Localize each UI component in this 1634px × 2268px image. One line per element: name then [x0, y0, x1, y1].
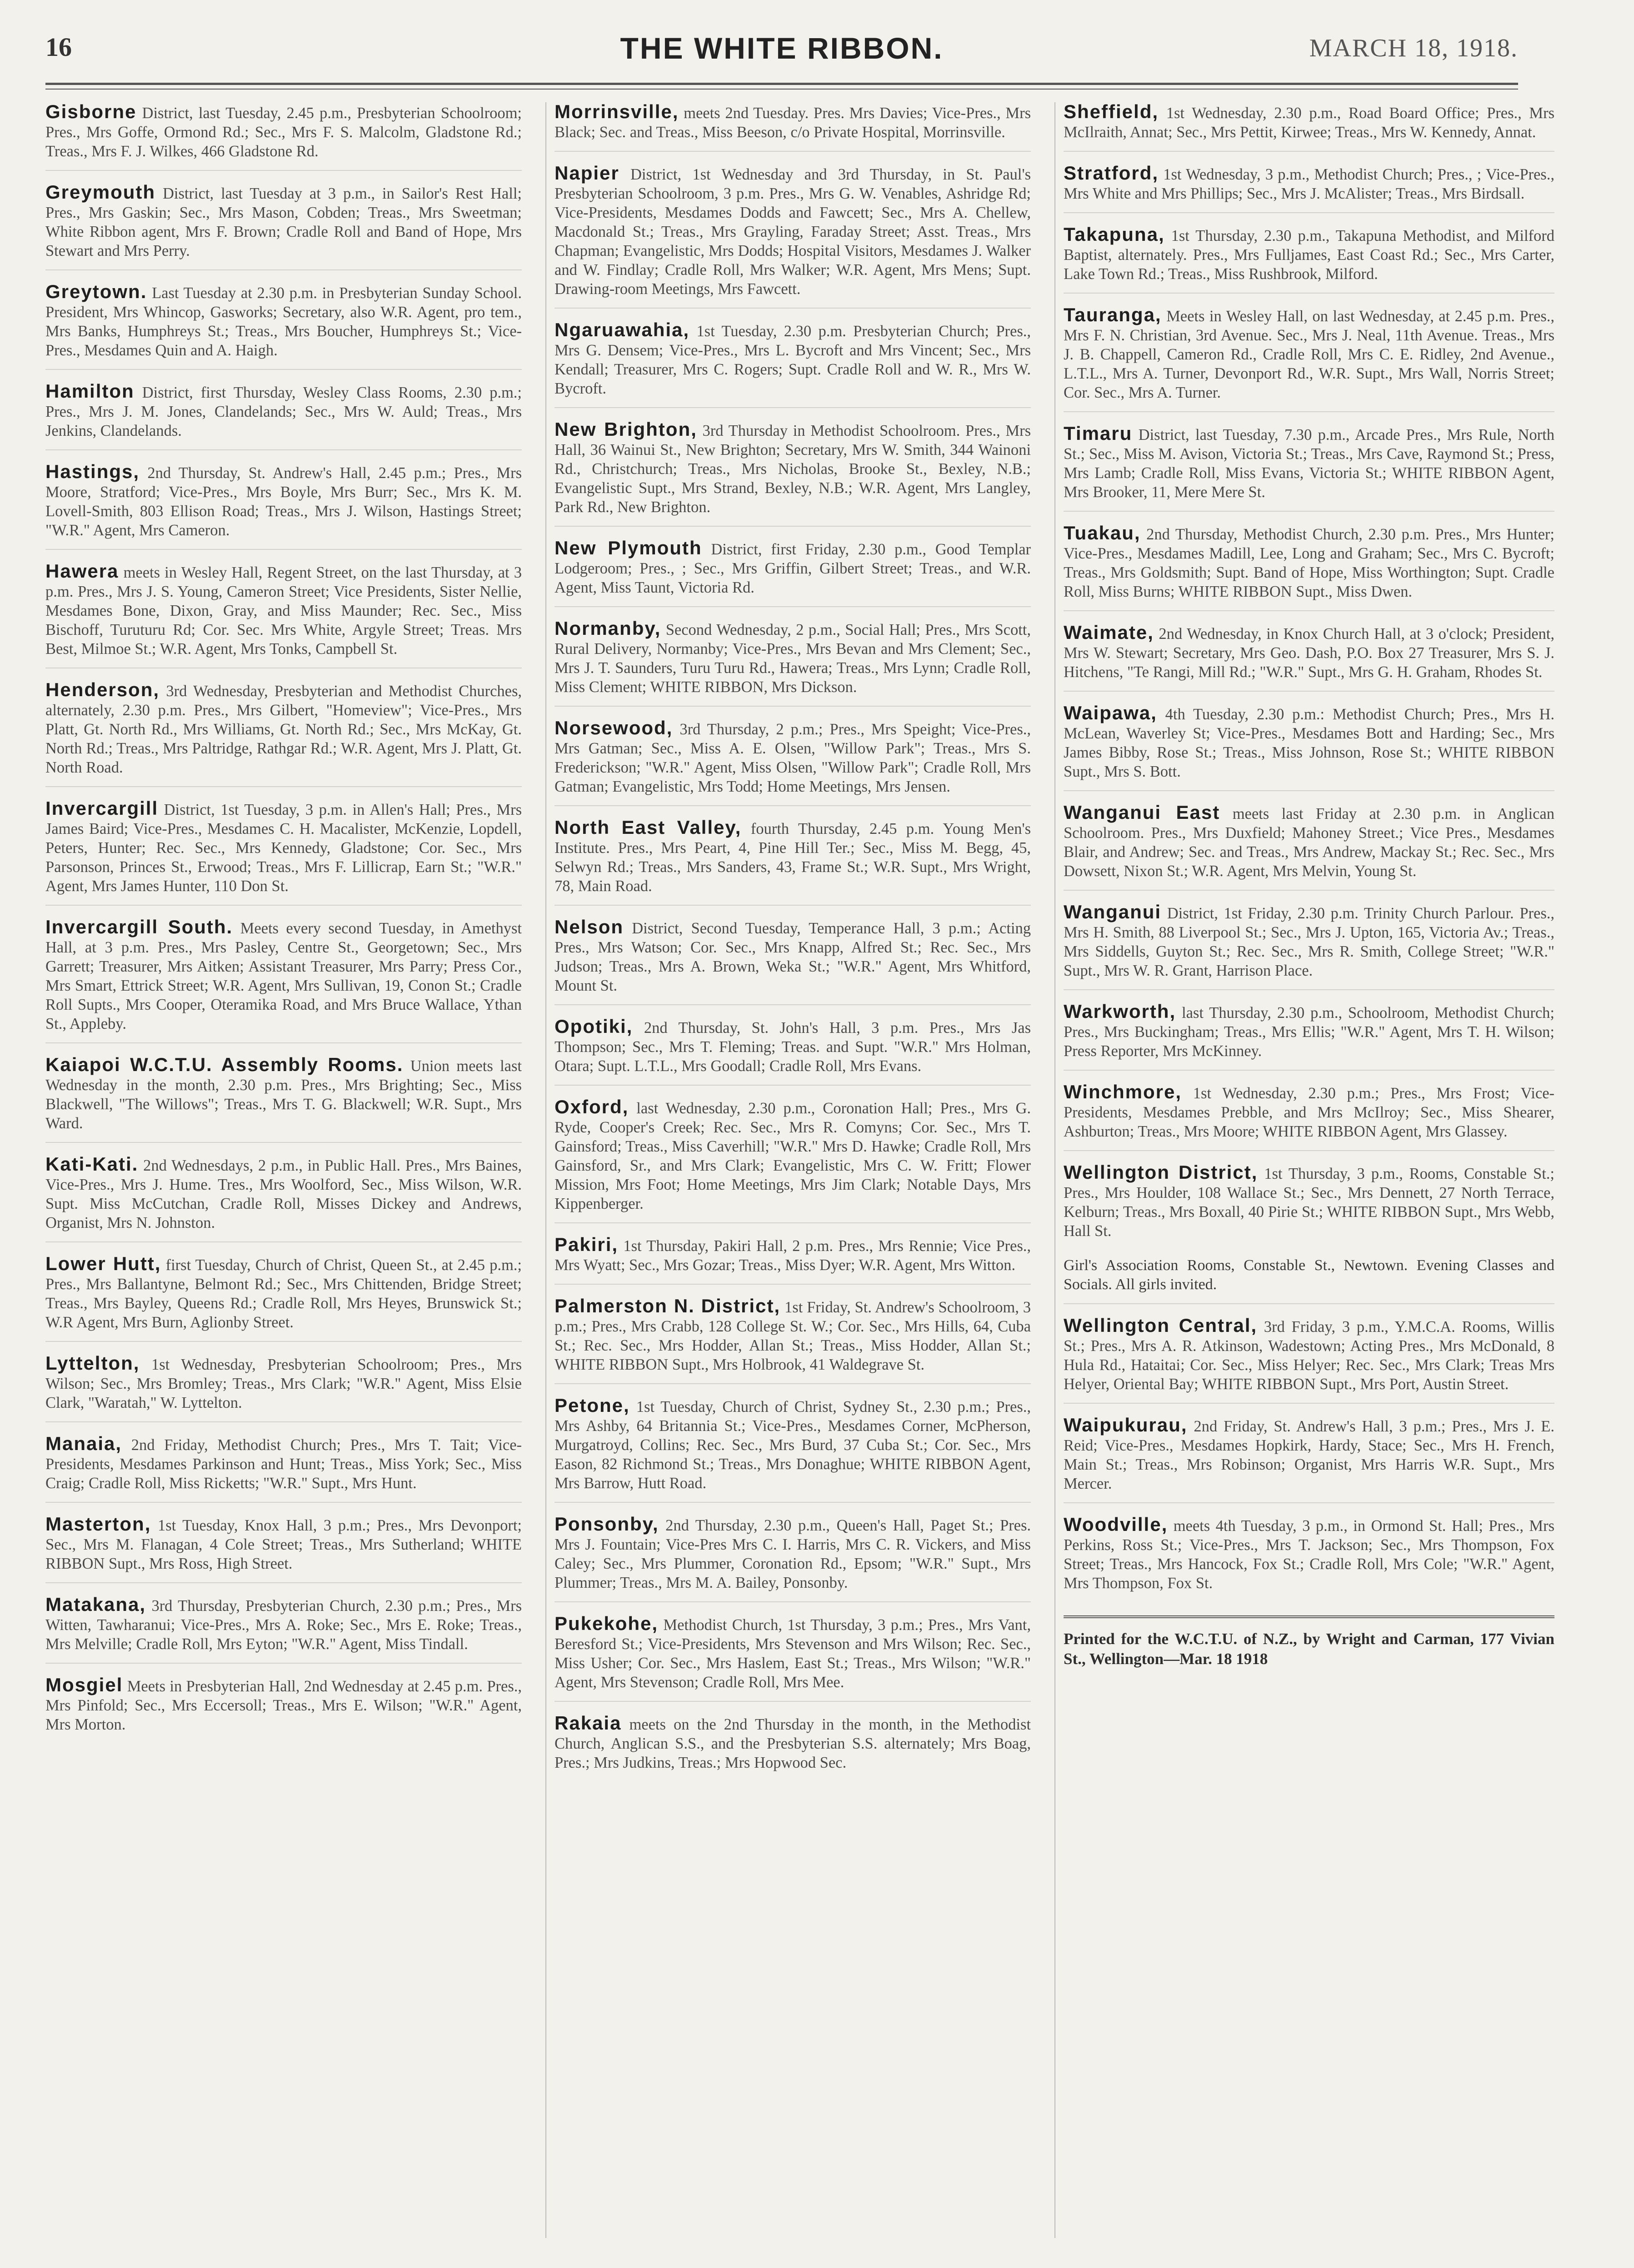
branch-details: 3rd Thursday, 2 p.m.; Pres., Mrs Speight; Vice-Pres., Mrs Gatman; Sec., Miss A. E. Olsen, "Willow Park"; Treas., Mrs S. Frederickson; "W.R." Agent, Miss Olsen, "Willow Park"; Cradle Roll, Mrs Gatman; Evangelistic, Mrs Todd; Home Meetings, Mrs Jensen. — [555, 721, 1031, 795]
branch-name: Waipawa, — [1064, 702, 1157, 723]
branch-entry-stratford — [1064, 164, 1554, 213]
branch-name: Petone, — [555, 1395, 630, 1416]
branch-details: first Tuesday, Church of Christ, Queen St., at 2.45 p.m.; Pres., Mrs Ballantyne, Belmont Rd.; Sec., Mrs Chittenden, Bridge Street; Treas., Mrs Bayley, Queens Rd.; Cradle Roll, Mrs Heyes, Brunswick St.; W.R Agent, Mrs Burn, Aglionby Street. — [45, 1256, 522, 1331]
branch-name: Morrinsville, — [555, 102, 679, 122]
branch-entry-opotiki — [555, 1017, 1031, 1086]
branch-entry-warkworth — [1064, 1002, 1554, 1071]
branch-name: Sheffield, — [1064, 102, 1159, 122]
page-number: 16 — [45, 32, 72, 62]
branch-entry-waipukurau — [1064, 1416, 1554, 1503]
branch-details: Meets every second Tuesday, in Amethyst Hall, at 3 p.m. Pres., Mrs Pasley, Centre St., Georgetown; Sec., Mrs Garrett; Treasurer, Mrs Aitken; Assistant Treasurer, Mrs Parry; Press Cor., Mrs Smart, Ettrick Street; W.R. Agent, Mrs Sullivan, 19, Conon St.; Cradle Roll Supts., Mrs Cooper, Oteramika Road, and Mrs Bruce Wallace, Ythan St., Appleby. — [45, 920, 522, 1032]
branch-details: 1st Wednesday, 3 p.m., Methodist Church; Pres., ; Vice-Pres., Mrs White and Mrs Phillips; Sec., Mrs J. McAlister; Treas., Mrs Birdsall. — [1064, 166, 1554, 202]
branch-details: 1st Tuesday, 2.30 p.m. Presbyterian Church; Pres., Mrs G. Densem; Vice-Pres., Mrs L. Bycroft and Mrs Vincent; Sec., Mrs Kendall; Treasurer, Mrs C. Rogers; Supt. Cradle Roll and W. R., Mrs W. Bycroft. — [555, 323, 1031, 397]
branch-entry-gisborne — [45, 102, 522, 171]
column-3 — [1064, 102, 1554, 2247]
branch-entry-tauranga — [1064, 305, 1554, 412]
branch-details: 2nd Thursday, St. Andrew's Hall, 2.45 p.m.; Pres., Mrs Moore, Stratford; Vice-Pres., Mrs Boyle, Mrs Burr; Sec., Mrs K. M. Lovell-Smith, 803 Ellison Road; Treas., Mrs J. Wilson, Hastings Street; "W.R." Agent, Mrs Cameron. — [45, 464, 522, 539]
branch-name: Greytown. — [45, 281, 147, 302]
branch-entry-wanganui-east — [1064, 803, 1554, 891]
branch-name: Wanganui East — [1064, 802, 1220, 823]
branch-name: Hastings, — [45, 461, 140, 482]
branch-entry-norsewood — [555, 718, 1031, 806]
publication-title: THE WHITE RIBBON. — [620, 31, 944, 65]
branch-details: 3rd Wednesday, Presbyterian and Methodist Churches, alternately, 2.30 p.m. Pres., Mrs Gilbert, "Homeview"; Vice-Pres., Mrs Platt, Gt. North Rd., Mrs Williams, Gt. North Rd.; Sec., Mrs McKay, Gt. North Rd.; Treas., Mrs Paltridge, Rathgar Rd.; W.R. Agent, Mrs J. Platt, Gt. North Road. — [45, 683, 522, 776]
branch-entry-palmerston-n-district — [555, 1296, 1031, 1384]
branch-name: Nelson — [555, 916, 624, 937]
branch-name: Warkworth, — [1064, 1001, 1176, 1022]
branch-entry-north-east-valley — [555, 818, 1031, 906]
branch-entry-tuakau — [1064, 523, 1554, 611]
branch-name: Hamilton — [45, 380, 135, 402]
branch-entry-invercargill — [45, 799, 522, 906]
branch-entry-wellington-district — [1064, 1163, 1554, 1250]
branch-name: Wellington Central, — [1064, 1315, 1258, 1336]
branch-entry-kati-kati — [45, 1155, 522, 1242]
branch-entry-rakaia — [555, 1714, 1031, 1781]
branch-details: fourth Thursday, 2.45 p.m. Young Men's Institute. Pres., Mrs Peart, 4, Pine Hill Ter.; Sec., Miss M. Begg, 45, Selwyn Rd.; Treas., Mrs Sanders, 43, Frame St.; W.R. Supt., Mrs Wright, 78, Main Road. — [555, 820, 1031, 895]
printer-imprint: Printed for the W.C.T.U. of N.Z., by Wright and Carman, 177 Vivian St., Wellington—Mar. 18 1918 — [1064, 1615, 1554, 1669]
branch-entry-masterton — [45, 1515, 522, 1583]
branch-name: New Plymouth — [555, 537, 702, 558]
branch-details: 2nd Friday, St. Andrew's Hall, 3 p.m.; Pres., Mrs J. E. Reid; Vice-Pres., Mesdames Hopkirk, Hardy, Stace; Sec., Mrs H. French, Main St.; Treas., Mrs Robinson; Organist, Mrs Harris W.R. Supt., Mrs Mercer. — [1064, 1418, 1554, 1492]
column-3-entries — [1064, 102, 1554, 1602]
branch-details: 2nd Wednesdays, 2 p.m., in Public Hall. Pres., Mrs Baines, Vice-Pres., Mrs J. Hume. Tres., Mrs Woolford, Sec., Miss Wilson, W.R. Supt. Miss McCutchan, Cradle Roll, Misses Dickey and Andrews, Organist, Mrs N. Johnston. — [45, 1157, 522, 1231]
branch-details: last Thursday, 2.30 p.m., Schoolroom, Methodist Church; Pres., Mrs Buckingham; Treas., Mrs Ellis; "W.R." Agent, Mrs T. H. Wilson; Press Reporter, Mrs McKinney. — [1064, 1004, 1554, 1060]
branch-entry-normanby — [555, 619, 1031, 707]
branch-name: Masterton, — [45, 1513, 151, 1535]
branch-entry-ngaruawahia — [555, 320, 1031, 408]
branch-entry-ponsonby — [555, 1515, 1031, 1602]
branch-name: North East Valley, — [555, 817, 742, 838]
branch-name: New Brighton, — [555, 419, 697, 440]
branch-name: Mosgiel — [45, 1674, 123, 1695]
header-rule — [45, 83, 1518, 85]
branch-entry-waipawa — [1064, 703, 1554, 791]
branch-details: District, 1st Friday, 2.30 p.m. Trinity Church Parlour. Pres., Mrs H. Smith, 88 Liverpool St.; Sec., Mrs J. Upton, 165, Victoria Av.; Treas., Mrs Siddells, Guyton St.; Rec. Sec., Mrs R. Smith, College Street; "W.R." Supt., Mrs W. R. Grant, Harrison Place. — [1064, 905, 1554, 979]
branch-name: Kati-Kati. — [45, 1153, 139, 1175]
branch-entry-waimate — [1064, 623, 1554, 692]
branch-details: 1st Wednesday, 2.30 p.m.; Pres., Mrs Frost; Vice-Presidents, Mesdames Prebble, and Mrs McIlroy; Sec., Miss Shearer, Ashburton; Treas., Mrs Moore; WHITE RIBBON Agent, Mrs Glassey. — [1064, 1085, 1554, 1140]
branch-entry-oxford — [555, 1097, 1031, 1223]
branch-details: 1st Thursday, Pakiri Hall, 2 p.m. Pres., Mrs Rennie; Vice Pres., Mrs Wyatt; Sec., Mrs Gozar; Treas., Miss Dyer; W.R. Agent, Mrs Witton. — [555, 1237, 1031, 1274]
branch-name: Pakiri, — [555, 1234, 619, 1255]
branch-name: Napier — [555, 162, 620, 184]
branch-details: 2nd Friday, Methodist Church; Pres., Mrs T. Tait; Vice-Presidents, Mesdames Parkinson and Hunt; Treas., Miss York; Sec., Miss Craig; Cradle Roll, Miss Ricketts; "W.R." Supt., Mrs Hunt. — [45, 1436, 522, 1492]
branch-entry-new-brighton — [555, 420, 1031, 527]
branch-name: Hawera — [45, 560, 119, 582]
branch-name: Norsewood, — [555, 717, 673, 738]
branch-entry-lyttelton — [45, 1354, 522, 1422]
branch-details: 1st Wednesday, 2.30 p.m., Road Board Office; Pres., Mrs McIlraith, Annat; Sec., Mrs Pettit, Kirwee; Treas., Mrs W. Kennedy, Annat. — [1064, 105, 1554, 141]
branch-name: Woodville, — [1064, 1514, 1168, 1535]
branch-entry-nelson — [555, 917, 1031, 1005]
branch-name: Opotiki, — [555, 1016, 633, 1037]
branch-details: last Wednesday, 2.30 p.m., Coronation Hall; Pres., Mrs G. Ryde, Cooper's Creek; Rec. Sec., Mrs R. Comyns; Cor. Sec., Mrs T. Gainsford; Treas., Miss Caverhill; "W.R." Mrs D. Hawke; Cradle Roll, Mrs Gainsford, Sr., and Mrs Clark; Evangelistic, Mrs C. W. Fritt; Flower Mission, Mrs Foot; Home Meetings, Mrs Jim Clark; Notable Days, Mrs Kippenberger. — [555, 1100, 1031, 1212]
branch-details: District, last Tuesday, 2.45 p.m., Presbyterian Schoolroom; Pres., Mrs Goffe, Ormond Rd.; Sec., Mrs F. S. Malcolm, Gladstone Rd.; Treas., Mrs F. J. Wilkes, 466 Gladstone Rd. — [45, 105, 522, 160]
branch-entry-sheffield — [1064, 102, 1554, 152]
branch-entry-hastings — [45, 462, 522, 550]
branch-entry-henderson — [45, 680, 522, 787]
branch-name: Tauranga, — [1064, 304, 1162, 325]
branch-note: Girl's Association Rooms, Constable St., Newtown. Evening Classes and Socials. All girls invited. — [1064, 1256, 1554, 1304]
branch-name: Wanganui — [1064, 901, 1162, 922]
branch-entry-pukekohe — [555, 1614, 1031, 1702]
branch-entry-takapuna — [1064, 225, 1554, 294]
branch-name: Matakana, — [45, 1594, 146, 1615]
branch-entry-pakiri — [555, 1235, 1031, 1285]
branch-entry-timaru — [1064, 424, 1554, 512]
branch-name: Ngaruawahia, — [555, 319, 690, 340]
branch-details: meets in Wesley Hall, Regent Street, on the last Thursday, at 3 p.m. Pres., Mrs J. S. Young, Cameron Street; Vice Presidents, Sister Nellie, Mesdames Bone, Dixon, Gray, and Miss Maunder; Rec. Sec., Miss Bischoff, Turuturu Rd; Cor. Sec. Mrs White, Argyle Street; Treas. Mrs Best, Milmoe St.; W.R. Agent, Mrs Tonks, Campbell St. — [45, 564, 522, 658]
branch-name: Invercargill — [45, 798, 159, 819]
branch-name: Wellington District, — [1064, 1161, 1258, 1183]
branch-name: Waipukurau, — [1064, 1414, 1188, 1436]
branch-details: meets last Friday at 2.30 p.m. in Anglican Schoolroom. Pres., Mrs Duxfield; Mahoney Street.; Vice Pres., Mesdames Blair, and Andrew; Sec. and Treas., Mrs Andrew, Mackay St.; Rec. Sec., Mrs Dowsett, Nixon St.; W.R. Agent, Mrs Melvin, Young St. — [1064, 805, 1554, 880]
branch-name: Tuakau, — [1064, 522, 1141, 543]
branch-details: District, 1st Tuesday, 3 p.m. in Allen's Hall; Pres., Mrs James Baird; Vice-Pres., Mesdames C. H. Macalister, McKenzie, Lopdell, Peters, Hunter; Rec. Sec., Mrs Kennedy, Gladstone; Cor. Sec., Mrs Parsonson, Princes St., Erwood; Treas., Mrs F. Lillicrap, Earn St.; "W.R." Agent, Mrs James Hunter, 110 Don St. — [45, 801, 522, 895]
branch-entry-woodville — [1064, 1515, 1554, 1602]
branch-details: District, last Tuesday at 3 p.m., in Sailor's Rest Hall; Pres., Mrs Gaskin; Sec., Mrs Mason, Cobden; Treas., Mrs Sweetman; White Ribbon agent, Mrs F. Brown; Cradle Roll and Band of Hope, Mrs Stewart and Mrs Perry. — [45, 185, 522, 259]
branch-details: 1st Tuesday, Church of Christ, Sydney St., 2.30 p.m.; Pres., Mrs Ashby, 64 Britannia St.; Vice-Pres., Mesdames Corner, McPherson, Murgatroyd, Collins; Rec. Sec., Mrs Burd, 37 Cuba St.; Cor. Sec., Mrs Eason, 82 Richmond St.; Treas., Mrs Donaghue; WHITE RIBBON Agent, Mrs Barrow, Hutt Road. — [555, 1398, 1031, 1492]
branch-details: 4th Tuesday, 2.30 p.m.: Methodist Church; Pres., Mrs H. McLean, Waverley St; Vice-Pres., Mesdames Bott and Harding; Sec., Mrs James Bibby, Rose St.; Treas., Miss Johnson, Rose St.; WHITE RIBBON Supt., Mrs S. Bott. — [1064, 706, 1554, 780]
branch-details: Methodist Church, 1st Thursday, 3 p.m.; Pres., Mrs Vant, Beresford St.; Vice-Presidents, Mrs Stevenson and Mrs Wilson; Rec. Sec., Miss Usher; Cor. Sec., Mrs Haslem, East St.; Treas., Mrs Wilson; "W.R." Agent, Mrs Stevenson; Cradle Roll, Mrs Mee. — [555, 1616, 1031, 1691]
branch-details: District, last Tuesday, 7.30 p.m., Arcade Pres., Mrs Rule, North St.; Sec., Miss M. Avison, Victoria St.; Treas., Mrs Cave, Raymond St.; Press, Mrs Lamb; Cradle Roll, Miss Evans, Victoria St.; WHITE RIBBON Agent, Mrs Brooker, 11, Mere Mere St. — [1064, 426, 1554, 501]
branch-entry-manaia — [45, 1434, 522, 1503]
page-header — [45, 32, 1518, 73]
branch-name: Oxford, — [555, 1096, 629, 1117]
branch-details: Meets in Wesley Hall, on last Wednesday, at 2.45 p.m. Pres., Mrs F. N. Christian, 3rd Avenue. Sec., Mrs J. Neal, 11th Avenue. Treas., Mrs J. B. Chappell, Cameron Rd., Cradle Roll, Mrs C. E. Ridley, 2nd Avenue., L.T.L., Mrs A. Turner, Devonport Rd., W.R. Supt., Mrs Wall, Norris Street; Cor. Sec., Mrs A. Turner. — [1064, 308, 1554, 401]
branch-name: Waimate, — [1064, 622, 1154, 643]
branch-name: Henderson, — [45, 679, 160, 700]
branch-details: 1st Thursday, 2.30 p.m., Takapuna Methodist, and Milford Baptist, alternately. Pres., Mrs Fulljames, East Coast Rd.; Sec., Mrs Carter, Lake Town Rd.; Treas., Miss Rushbrook, Milford. — [1064, 227, 1554, 283]
branch-details: 2nd Thursday, 2.30 p.m., Queen's Hall, Paget St.; Pres. Mrs J. Fountain; Vice-Pres Mrs C. I. Harris, Mrs C. R. Vickers, and Miss Caley; Sec., Mrs Plummer, Coronation Rd., Epsom; "W.R." Supt., Mrs Plummer; Treas., Mrs M. A. Bailey, Ponsonby. — [555, 1517, 1031, 1591]
branch-entry-mosgiel — [45, 1675, 522, 1743]
branch-name: Rakaia — [555, 1712, 622, 1734]
branch-details: Last Tuesday at 2.30 p.m. in Presbyterian Sunday School. President, Mrs Whincop, Gasworks; Secretary, also W.R. Agent, pro tem., Mrs Banks, Humphreys St.; Treas., Mrs Boucher, Humphreys St.; Vice-Pres., Mesdames Quin and A. Haigh. — [45, 284, 522, 359]
branch-entry-wellington-central — [1064, 1316, 1554, 1404]
directory-columns — [45, 102, 1554, 2247]
branch-details: 3rd Friday, 3 p.m., Y.M.C.A. Rooms, Willis St.; Pres., Mrs A. R. Atkinson, Wadestown; Acting Pres., Mrs McDonald, 8 Hula Rd., Hataitai; Cor. Sec., Miss Helyer; Rec. Sec., Mrs Clark; Treas Mrs Helyer, Oriental Bay; WHITE RIBBON Supt., Mrs Port, Austin Street. — [1064, 1318, 1554, 1393]
branch-details: meets 4th Tuesday, 3 p.m., in Ormond St. Hall; Pres., Mrs Perkins, Ross St.; Vice-Pres., Mrs T. Jackson; Sec., Mrs Thompson, Fox Street; Treas., Mrs Hancock, Fox St.; Cradle Roll, Mrs Cole; "W.R." Agent, Mrs Thompson, Fox St. — [1064, 1517, 1554, 1592]
branch-details: Second Wednesday, 2 p.m., Social Hall; Pres., Mrs Scott, Rural Delivery, Normanby; Vice-Pres., Mrs Bevan and Mrs Clement; Sec., Mrs J. T. Saunders, Turu Turu Rd., Hawera; Treas., Mrs Lynn; Cradle Roll, Miss Clement; WHITE RIBBON, Mrs Dickson. — [555, 621, 1031, 696]
branch-entry-wanganui — [1064, 902, 1554, 990]
branch-details: 1st Tuesday, Knox Hall, 3 p.m.; Pres., Mrs Devonport; Sec., Mrs M. Flanagan, 4 Cole Street; Treas., Mrs Sutherland; WHITE RIBBON Supt., Mrs Ross, High Street. — [45, 1517, 522, 1572]
branch-name: Pukekohe, — [555, 1613, 659, 1634]
branch-entry-greymouth — [45, 183, 522, 270]
branch-details: 3rd Thursday, Presbyterian Church, 2.30 p.m.; Pres., Mrs Witten, Tawharanui; Vice-Pres., Mrs A. Roke; Sec., Mrs E. Roke; Treas., Mrs Melville; Cradle Roll, Mrs Eyton; "W.R." Agent, Miss Tindall. — [45, 1597, 522, 1653]
branch-details: Meets in Presbyterian Hall, 2nd Wednesday at 2.45 p.m. Pres., Mrs Pinfold; Sec., Mrs Eccersoll; Treas., Mrs E. Wilson; "W.R." Agent, Mrs Morton. — [45, 1678, 522, 1733]
branch-details: District, first Thursday, Wesley Class Rooms, 2.30 p.m.; Pres., Mrs J. M. Jones, Clandelands; Sec., Mrs W. Auld; Treas., Mrs Jenkins, Clandelands. — [45, 384, 522, 439]
branch-entry-winchmore — [1064, 1082, 1554, 1151]
branch-entry-matakana — [45, 1595, 522, 1664]
branch-entry-napier — [555, 164, 1031, 309]
branch-details: 1st Friday, St. Andrew's Schoolroom, 3 p.m.; Pres., Mrs Crabb, 128 College St. W.; Cor. Sec., Mrs Hills, 64, Cuba St.; Rec. Sec., Mrs Hodder, Allan St.; Treas., Miss Hodder, Allan St.; WHITE RIBBON Supt., Mrs Holbrook, 41 Waldegrave St. — [555, 1299, 1031, 1373]
branch-name: Palmerston N. District, — [555, 1295, 781, 1316]
branch-entry-new-plymouth — [555, 538, 1031, 607]
branch-details: District, first Friday, 2.30 p.m., Good Templar Lodgeroom; Pres., ; Sec., Mrs Griffin, Gilbert Street; Treas., and W.R. Agent, Miss Taunt, Victoria Rd. — [555, 541, 1031, 596]
column-1 — [45, 102, 536, 2247]
branch-details: 2nd Thursday, St. John's Hall, 3 p.m. Pres., Mrs Jas Thompson; Sec., Mrs T. Fleming; Treas. and Supt. "W.R." Mrs Holman, Otara; Supt. L.T.L., Mrs Goodall; Cradle Roll, Mrs Evans. — [555, 1019, 1031, 1075]
branch-name: Lyttelton, — [45, 1352, 140, 1374]
branch-details: 2nd Wednesday, in Knox Church Hall, at 3 o'clock; President, Mrs W. Stewart; Secretary, Mrs Geo. Dash, P.O. Box 27 Treasurer, Mrs S. J. Hitchens, "Te Rangi, Mill Rd.; "W.R." Supt., Mrs G. H. Graham, Rhodes St. — [1064, 625, 1554, 681]
branch-name: Greymouth — [45, 181, 156, 203]
branch-entry-greytown — [45, 282, 522, 370]
branch-name: Takapuna, — [1064, 224, 1165, 245]
branch-details: 2nd Thursday, Methodist Church, 2.30 p.m. Pres., Mrs Hunter; Vice-Pres., Mesdames Madill, Lee, Long and Graham; Sec., Mrs C. Bycroft; Treas., Mrs Goldsmith; Supt. Band of Hope, Miss Worthington; Supt. Cradle Roll, Miss Burns; WHITE RIBBON Supt., Miss Dwen. — [1064, 526, 1554, 600]
branch-entry-morrinsville — [555, 102, 1031, 152]
branch-entry-lower-hutt — [45, 1254, 522, 1342]
branch-details: 1st Thursday, 3 p.m., Rooms, Constable St.; Pres., Mrs Houlder, 108 Wallace St.; Sec., Mrs Dennett, 27 North Terrace, Kelburn; Treas., Mrs Boxall, 40 Pirie St.; WHITE RIBBON Supt., Mrs Webb, Hall St. — [1064, 1165, 1554, 1240]
branch-entry-hawera — [45, 562, 522, 668]
branch-details: 1st Wednesday, Presbyterian Schoolroom; Pres., Mrs Wilson; Sec., Mrs Bromley; Treas., Mrs Clark; "W.R." Agent, Miss Elsie Clark, "Waratah," W. Lyttelton. — [45, 1356, 522, 1411]
branch-details: 3rd Thursday in Methodist Schoolroom. Pres., Mrs Hall, 36 Wainui St., New Brighton; Secretary, Mrs W. Smith, 344 Wainoni Rd., Christchurch; Treas., Mrs Nicholas, Brooke St., Bexley, N.B.; Evangelistic Supt., Mrs Strand, Bexley, N.B.; W.R. Agent, Mrs Langley, Park Rd., New Brighton. — [555, 422, 1031, 516]
branch-name: Invercargill South. — [45, 916, 233, 937]
branch-entry-invercargill-south — [45, 917, 522, 1043]
branch-name: Normanby, — [555, 618, 661, 639]
branch-name: Ponsonby, — [555, 1513, 659, 1535]
branch-name: Lower Hutt, — [45, 1253, 161, 1274]
branch-name: Kaiapoi W.C.T.U. Assembly Rooms. — [45, 1054, 404, 1075]
branch-details: District, Second Tuesday, Temperance Hall, 3 p.m.; Acting Pres., Mrs Watson; Cor. Sec., Mrs Knapp, Alfred St.; Rec. Sec., Mrs Judson; Treas., Mrs A. Brown, Weka St.; "W.R." Agent, Mrs Whitford, Mount St. — [555, 920, 1031, 994]
branch-name: Gisborne — [45, 102, 137, 122]
branch-name: Timaru — [1064, 423, 1133, 444]
branch-details: meets 2nd Tuesday. Pres. Mrs Davies; Vice-Pres., Mrs Black; Sec. and Treas., Miss Beeson, c/o Private Hospital, Morrinsville. — [555, 105, 1031, 141]
header-rule-thin — [45, 89, 1518, 90]
branch-entry-hamilton — [45, 382, 522, 450]
branch-details: meets on the 2nd Thursday in the month, in the Methodist Church, Anglican S.S., and the Presbyterian S.S. alternately; Mrs Boag, Pres.; Mrs Judkins, Treas.; Mrs Hopwood Sec. — [555, 1716, 1031, 1771]
column-2 — [555, 102, 1045, 2247]
issue-date: MARCH 18, 1918. — [1309, 34, 1518, 62]
branch-name: Stratford, — [1064, 162, 1159, 184]
branch-name: Winchmore, — [1064, 1081, 1182, 1102]
branch-name: Manaia, — [45, 1433, 122, 1454]
branch-details: Union meets last Wednesday in the month, 2.30 p.m. Pres., Mrs Brighting; Sec., Miss Blackwell, "The Willows"; Treas., Mrs T. G. Blackwell; W.R. Supt., Mrs Ward. — [45, 1057, 522, 1132]
branch-entry-petone — [555, 1396, 1031, 1503]
branch-details: District, 1st Wednesday and 3rd Thursday, in St. Paul's Presbyterian Schoolroom, 3 p.m. Pres., Mrs G. W. Venables, Ashridge Rd; Vice-Presidents, Mesdames Dodds and Fawcett; Sec., Mrs A. Chellew, Macdonald St.; Treas., Mrs Grayling, Faraday Street; Asst. Treas., Mrs Chapman; Evangelistic, Mrs Dodds; Hospital Visitors, Mesdames J. Walker and W. Findlay; Cradle Roll, Mrs Walker; W.R. Agent, Mrs Mens; Supt. Drawing-room Meetings, Mrs Fawcett. — [555, 166, 1031, 298]
branch-entry-kaiapoi-w-c-t-u-assembly-rooms — [45, 1055, 522, 1143]
